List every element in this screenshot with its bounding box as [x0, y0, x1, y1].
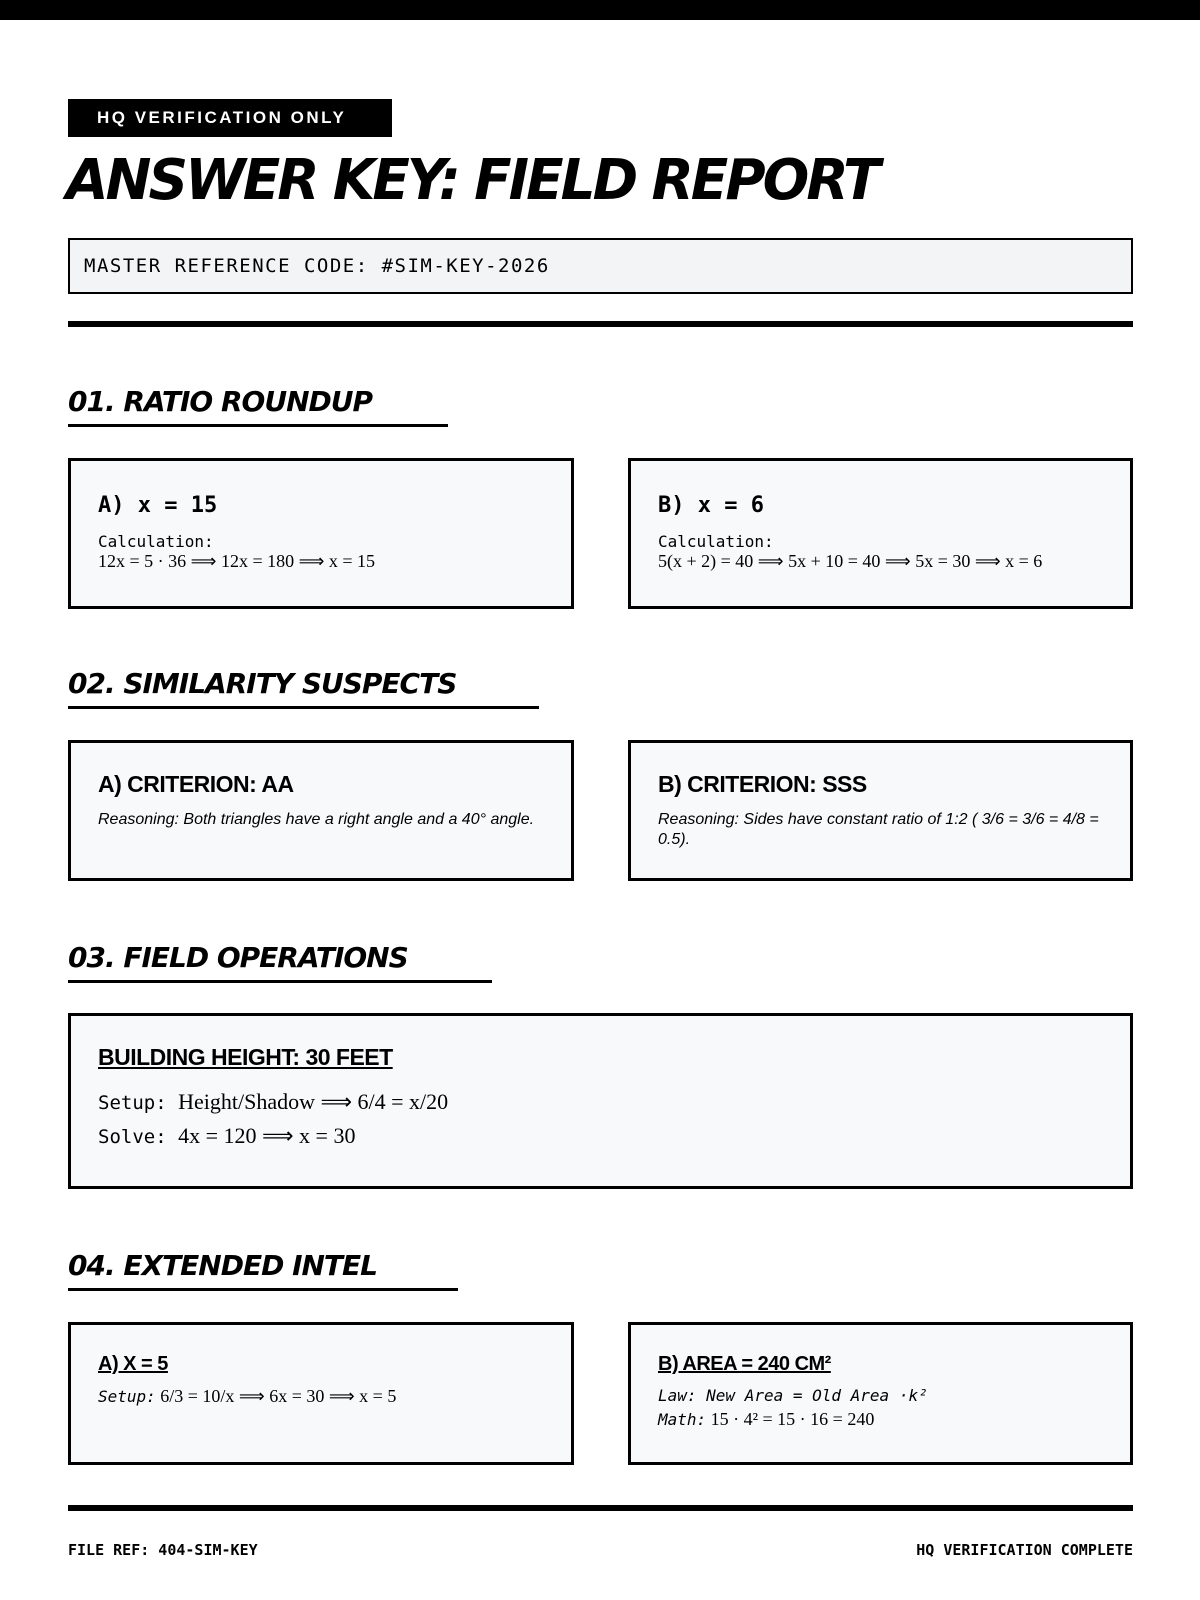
answer-heading: B) AREA = 240 CM² — [658, 1353, 831, 1375]
section-title-field-operations: 03. FIELD OPERATIONS — [68, 941, 492, 983]
section-title-similarity: 02. SIMILARITY SUSPECTS — [68, 667, 539, 709]
answer-card-2b — [628, 740, 1133, 881]
answer-heading: BUILDING HEIGHT: 30 FEET — [98, 1044, 393, 1070]
reasoning-text: Reasoning: Sides have constant ratio of 1:2 ( 3/6 = 3/6 = 4/8 = 0.5). — [658, 811, 1099, 848]
section-title-ratio: 01. RATIO ROUNDUP — [68, 385, 448, 427]
answer-heading: A) X = 5 — [98, 1353, 168, 1375]
calc-math: 5(x + 2) = 40 ⟹ 5x + 10 = 40 ⟹ 5x = 30 ⟹ x = 6 — [658, 551, 1043, 571]
calc-math: 12x = 5 · 36 ⟹ 12x = 180 ⟹ x = 15 — [98, 551, 376, 571]
answer-card-4a — [68, 1322, 574, 1465]
file-ref: FILE REF: 404-SIM-KEY — [68, 1541, 258, 1559]
reasoning-text: Reasoning: Both triangles have a right angle and a 40° angle. — [98, 811, 535, 828]
solve-math: 4x = 120 ⟹ x = 30 — [178, 1123, 356, 1148]
answer-card-3 — [68, 1013, 1133, 1189]
answer-heading: B) CRITERION: SSS — [658, 771, 867, 797]
answer-card-2a — [68, 740, 574, 881]
setup-label: Setup: — [98, 1092, 167, 1114]
divider — [68, 321, 1133, 327]
verification-badge: HQ VERIFICATION ONLY — [68, 99, 392, 137]
reference-code: MASTER REFERENCE CODE: #SIM-KEY-2026 — [68, 238, 1133, 294]
footer-divider — [68, 1505, 1133, 1511]
setup-math: Height/Shadow ⟹ 6/4 = x/20 — [178, 1089, 449, 1114]
area-math: 15 · 4² = 15 · 16 = 240 — [710, 1409, 875, 1429]
setup-label: Setup: — [98, 1387, 156, 1406]
answer-card-1b — [628, 458, 1133, 609]
setup-row — [98, 1089, 1103, 1115]
calc-label: Calculation: — [658, 532, 774, 551]
calc-label: Calculation: — [98, 532, 214, 551]
setup-math: 6/3 = 10/x ⟹ 6x = 30 ⟹ x = 5 — [160, 1386, 397, 1406]
top-bar — [0, 0, 1200, 20]
math-label: Math: — [658, 1410, 707, 1429]
answer-card-1a — [68, 458, 574, 609]
law-text: Law: New Area = Old Area ·k² — [658, 1386, 928, 1405]
answer-card-4b — [628, 1322, 1133, 1465]
answer-heading: A) x = 15 — [98, 493, 218, 518]
solve-label: Solve: — [98, 1126, 167, 1148]
answer-heading: B) x = 6 — [658, 493, 764, 518]
setup-row — [98, 1386, 544, 1407]
solve-row — [98, 1123, 1103, 1149]
section-title-extended-intel: 04. EXTENDED INTEL — [68, 1249, 458, 1291]
page-title: ANSWER KEY: FIELD REPORT — [66, 148, 878, 213]
answer-heading: A) CRITERION: AA — [98, 771, 294, 797]
math-row — [658, 1409, 1103, 1430]
verification-status: HQ VERIFICATION COMPLETE — [916, 1541, 1133, 1559]
